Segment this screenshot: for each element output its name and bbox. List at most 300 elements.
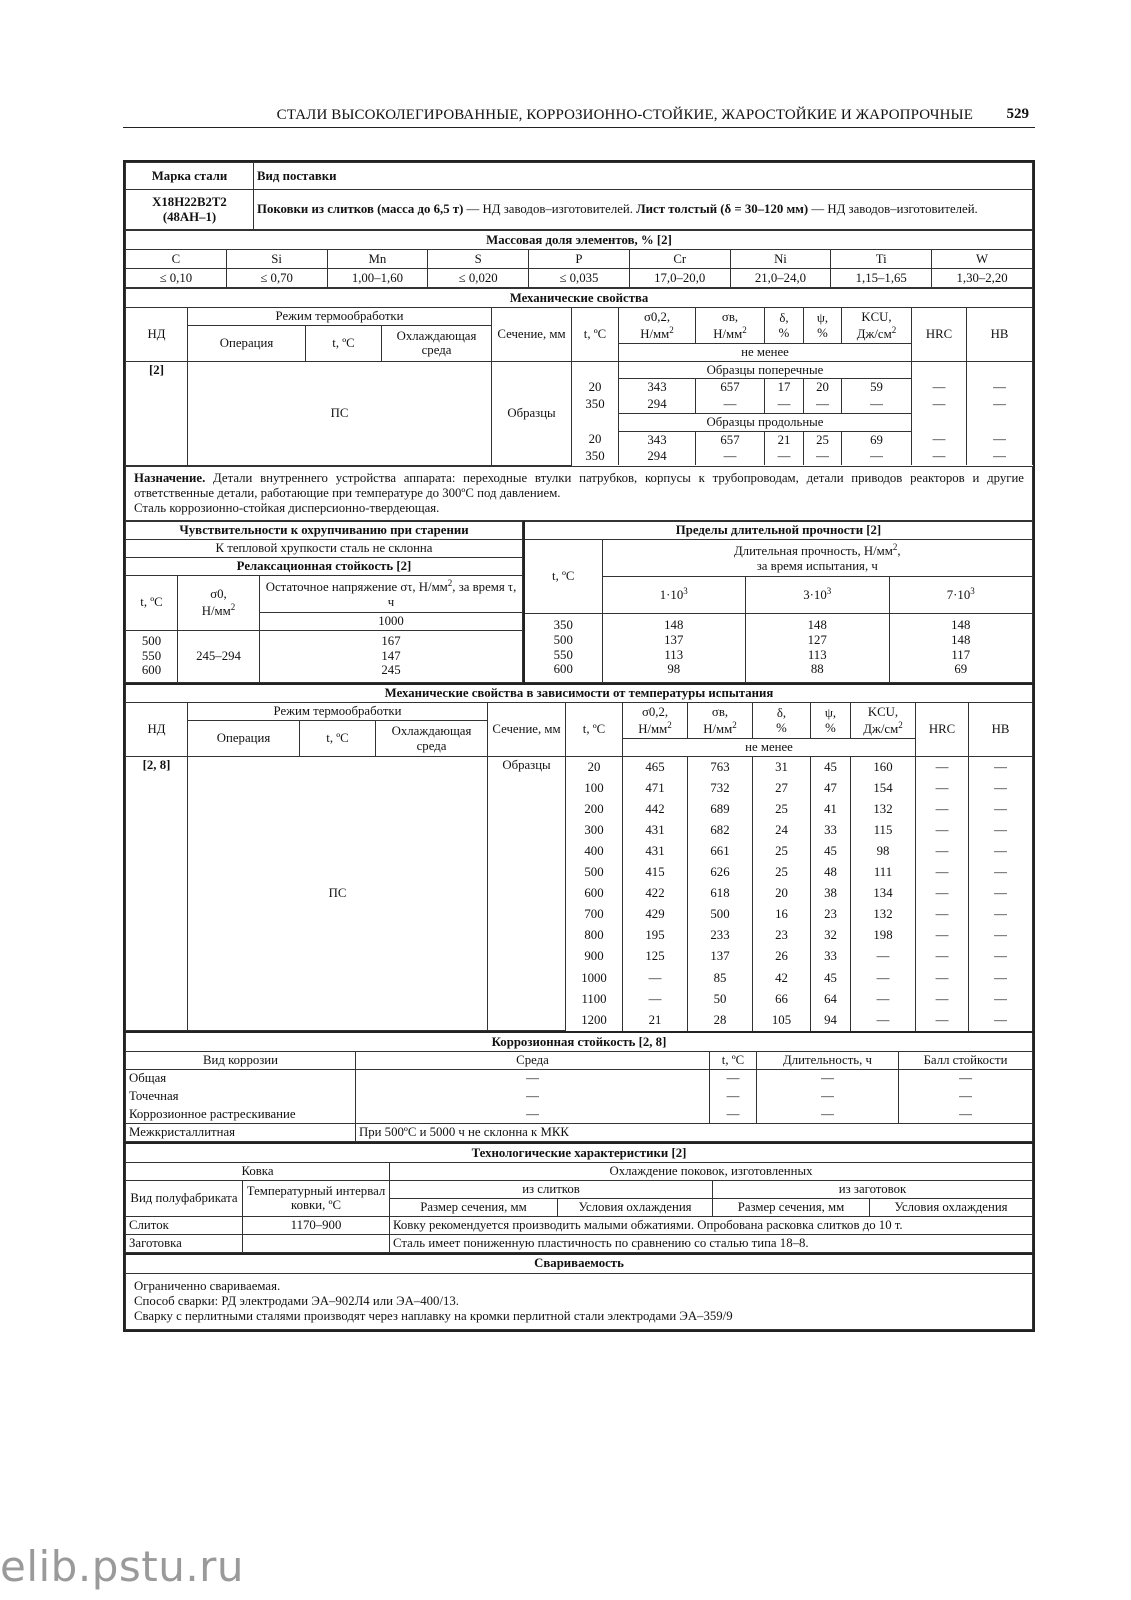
mech-value: — (623, 967, 688, 988)
element-symbol: W (932, 250, 1033, 269)
running-title: СТАЛИ ВЫСОКОЛЕГИРОВАННЫЕ, КОРРОЗИОННО-СТОЙКИЕ, ЖАРОСТОЙКИЕ И ЖАРОПРОЧНЫЕ (276, 107, 973, 123)
mech-value: — (916, 756, 969, 777)
relax-h-s0: σ0, $Н/мм^2$ (178, 575, 260, 630)
weld-text (126, 1274, 1033, 1330)
mt-nd: [2, 8] (126, 756, 188, 1030)
rupture-table (523, 521, 1033, 683)
tech-table (125, 1142, 1033, 1253)
corrosion-ic-text: При 500ºC и 5000 ч не склонна к МКК (356, 1123, 1033, 1141)
mech-value: 66 (753, 988, 811, 1009)
rupture-temps (524, 613, 602, 682)
rupture-value: 98 (667, 662, 681, 677)
mech-value: — (623, 988, 688, 1009)
mech-value: 134 (851, 883, 916, 904)
test-temp: 600 (566, 883, 623, 904)
mech-value: — (696, 396, 765, 413)
relax-residual-value: 245 (381, 663, 401, 678)
corrosion-value: — (899, 1105, 1033, 1123)
mech-value: 415 (623, 862, 688, 883)
mech-value: 21 (765, 431, 804, 448)
test-temp: 1100 (566, 988, 623, 1009)
mech-value: — (916, 862, 969, 883)
element-value: 17,0–20,0 (629, 269, 730, 288)
mech-value: 16 (753, 904, 811, 925)
rupture-h-str: Длительная прочность, $Н/мм^2$, за время испытания, ч (602, 539, 1033, 576)
mech-nd: [2] (126, 361, 188, 465)
element-value: ≤ 0,020 (428, 269, 529, 288)
mech-value: 41 (811, 799, 851, 820)
mech-value: 763 (688, 756, 753, 777)
mt-h-min: не менее (623, 739, 916, 757)
element-symbol: Si (226, 250, 327, 269)
mech-value: — (916, 967, 969, 988)
tech-h-cond-2: Условия охлаждения (870, 1198, 1033, 1216)
mech-value: — (765, 448, 804, 465)
element-value: 21,0–24,0 (730, 269, 831, 288)
corrosion-value: — (899, 1087, 1033, 1105)
corrosion-value: — (356, 1105, 710, 1123)
tech-h-billets: из заготовок (713, 1181, 1033, 1199)
rupture-value: 137 (664, 633, 684, 648)
grade-label: Марка стали (126, 163, 254, 190)
corrosion-header: Среда (356, 1051, 710, 1069)
mech-value: — (912, 448, 967, 465)
mech-value: 23 (753, 925, 811, 946)
mt-section: Образцы (488, 756, 566, 1030)
mech-value: 28 (688, 1010, 753, 1031)
test-temp: 300 (566, 820, 623, 841)
relax-title: Релаксационная стойкость [2] (126, 557, 523, 575)
weld-table (125, 1253, 1033, 1331)
corrosion-header: Длительность, ч (757, 1051, 899, 1069)
tech-h-size-1: Размер сечения, мм (390, 1198, 558, 1216)
mech-value: 59 (842, 379, 912, 396)
mech-value: 132 (851, 799, 916, 820)
test-temp: 20 (572, 379, 619, 396)
rupture-value: 88 (810, 662, 824, 677)
mt-h-t: t, ºC (300, 721, 376, 757)
label-longitudinal: Образцы продольные (619, 413, 912, 431)
tech-h-interval: Температурный интервал ковки, ºC (243, 1181, 390, 1216)
test-temp: 900 (566, 946, 623, 967)
mech-value: — (969, 946, 1033, 967)
mech-value: 98 (851, 841, 916, 862)
tech-note: Сталь имеет пониженную пластичность по сравнению со сталью типа 18–8. (390, 1234, 1033, 1252)
mech-value: 25 (753, 862, 811, 883)
corrosion-value: — (710, 1105, 757, 1123)
mech-value: — (969, 778, 1033, 799)
mech-value: 125 (623, 946, 688, 967)
rupture-value: 117 (951, 647, 971, 662)
aging-title: Чувствительности к охрупчиванию при старении (126, 521, 523, 539)
mech-value: 50 (688, 988, 753, 1009)
mech-value: — (916, 925, 969, 946)
mech-value: 422 (623, 883, 688, 904)
mech-value: 115 (851, 820, 916, 841)
element-value: ≤ 0,70 (226, 269, 327, 288)
rupture-value: 148 (951, 618, 971, 633)
tech-h-forging: Ковка (126, 1163, 390, 1181)
mech-title: Механические свойства (126, 289, 1033, 308)
mech-value: 657 (696, 379, 765, 396)
test-temp: 800 (566, 925, 623, 946)
mech-value: — (967, 431, 1033, 448)
relax-residual-value: 147 (381, 648, 401, 663)
mech-value: 294 (619, 396, 696, 413)
mech-value: 42 (753, 967, 811, 988)
rupture-value: 113 (664, 647, 684, 662)
rupture-temp: 350 (553, 618, 573, 633)
relax-temps (126, 630, 178, 682)
h-hrc: HRC (912, 308, 967, 362)
mech-value: 471 (623, 778, 688, 799)
grade-table (125, 162, 1033, 230)
mt-h-psi: ψ, % (811, 703, 851, 739)
element-value: 1,00–1,60 (327, 269, 428, 288)
relax-temp: 500 (141, 634, 162, 649)
relax-residual-value: 167 (381, 634, 401, 649)
mech-value: 500 (688, 904, 753, 925)
mech-value: — (916, 799, 969, 820)
mech-value: 20 (753, 883, 811, 904)
h-nd: НД (126, 308, 188, 362)
test-temp: 1000 (566, 967, 623, 988)
mech-value: — (969, 925, 1033, 946)
corrosion-value: — (710, 1069, 757, 1087)
mech-value: — (967, 379, 1033, 396)
mech-value: 32 (811, 925, 851, 946)
relax-residual (260, 630, 523, 682)
mech-value: 25 (753, 799, 811, 820)
element-symbol: P (529, 250, 630, 269)
mt-op: ПС (188, 756, 488, 1030)
h-temp: t, ºC (572, 308, 619, 362)
h-psi: ψ, % (804, 308, 842, 344)
element-value: ≤ 0,10 (126, 269, 227, 288)
element-symbol: Cr (629, 250, 730, 269)
rupture-time-exp: 3 (970, 586, 975, 597)
mech-value: — (842, 396, 912, 413)
mech-value: 20 (804, 379, 842, 396)
label-transverse: Образцы поперечные (619, 361, 912, 379)
h-cool: Охлаждающая среда (382, 326, 492, 362)
mech-value: 132 (851, 904, 916, 925)
mt-h-cool: Охлаждающая среда (376, 721, 488, 757)
mech-value: 465 (623, 756, 688, 777)
rupture-temp: 600 (553, 662, 573, 677)
mech-value: — (912, 431, 967, 448)
tech-kind: Заготовка (126, 1234, 243, 1252)
mt-h-hrc: HRC (916, 703, 969, 757)
mech-value: 33 (811, 946, 851, 967)
mech-value: 38 (811, 883, 851, 904)
rupture-time-base: 1·10 (659, 588, 684, 603)
steel-grade-name: Х18Н22В2Т2 (48АН–1) (126, 190, 254, 230)
mech-value: — (969, 862, 1033, 883)
mt-h-hb: HB (969, 703, 1033, 757)
mech-value: — (916, 778, 969, 799)
mech-value: — (969, 1010, 1033, 1031)
mt-h-sv: σв, $Н/мм^2$ (688, 703, 753, 739)
mech-value: 618 (688, 883, 753, 904)
tech-h-cooling: Охлаждение поковок, изготовленных (390, 1163, 1033, 1181)
h-op: Операция (188, 326, 306, 362)
element-value: ≤ 0,035 (529, 269, 630, 288)
rupture-time-base: 7·10 (946, 588, 971, 603)
test-temp: 350 (572, 448, 619, 465)
corrosion-header: t, ºC (710, 1051, 757, 1069)
tech-h-kind: Вид полуфабриката (126, 1181, 243, 1216)
rupture-temp: 550 (553, 647, 573, 662)
mech-value: — (851, 1010, 916, 1031)
rupture-value: 113 (807, 647, 827, 662)
page-header (123, 105, 1035, 128)
mech-value: — (912, 379, 967, 396)
test-temp: 350 (572, 396, 619, 413)
mech-value: 233 (688, 925, 753, 946)
element-symbol: Mn (327, 250, 428, 269)
mech-section: Образцы (492, 361, 572, 465)
mech-value: 45 (811, 841, 851, 862)
mech-value: — (969, 988, 1033, 1009)
mech-value: — (804, 396, 842, 413)
tech-h-size-2: Размер сечения, мм (713, 1198, 870, 1216)
rupture-time-exp: 3 (683, 586, 688, 597)
weld-line: Способ сварки: РД электродами ЭА–902Л4 или ЭА–400/13. (134, 1294, 459, 1309)
mech-value: — (967, 396, 1033, 413)
test-temp: 20 (572, 431, 619, 448)
rupture-time-header (602, 576, 746, 613)
h-min: не менее (619, 344, 912, 362)
corrosion-kind: Коррозионное растрескивание (126, 1105, 356, 1123)
tech-h-cond-1: Условия охлаждения (558, 1198, 713, 1216)
rupture-7e3 (889, 613, 1033, 682)
mech-value: 154 (851, 778, 916, 799)
mech-value: — (851, 967, 916, 988)
mech-value: 431 (623, 820, 688, 841)
corrosion-kind: Общая (126, 1069, 356, 1087)
tech-interval (243, 1234, 390, 1252)
mech-value: — (916, 820, 969, 841)
h-s02: σ0,2, $Н/мм^2$ (619, 308, 696, 344)
rupture-temp: 500 (553, 633, 573, 648)
test-temp: 100 (566, 778, 623, 799)
weld-line: Ограниченно свариваемая. (134, 1279, 281, 1294)
aging-rupture-block (125, 521, 1033, 683)
table-row (126, 756, 1033, 777)
corrosion-value: — (757, 1105, 899, 1123)
tech-h-ingots: из слитков (390, 1181, 713, 1199)
mt-h-s02: σ0,2, $Н/мм^2$ (623, 703, 688, 739)
mech-value: 657 (696, 431, 765, 448)
mech-value: 429 (623, 904, 688, 925)
mech-value: 26 (753, 946, 811, 967)
mech-value: — (696, 448, 765, 465)
h-kcu: KCU, $Дж/см^2$ (842, 308, 912, 344)
mt-h-mode: Режим термообработки (188, 703, 488, 721)
relax-temp: 600 (141, 663, 162, 678)
corrosion-value: — (899, 1069, 1033, 1087)
purpose-table (125, 466, 1033, 521)
h-sv: σв, $Н/мм^2$ (696, 308, 765, 344)
weld-line: Сварку с перлитными сталями производят через наплавку на кромки перлитной стали электродами ЭА–359/9 (134, 1308, 733, 1323)
mech-value: — (804, 448, 842, 465)
test-temp: 20 (566, 756, 623, 777)
mech-value: 31 (753, 756, 811, 777)
mech-value: 111 (851, 862, 916, 883)
mech-value: 689 (688, 799, 753, 820)
element-value: 1,30–2,20 (932, 269, 1033, 288)
rupture-time-header (889, 576, 1033, 613)
mech-value: — (916, 988, 969, 1009)
corrosion-value: — (757, 1087, 899, 1105)
rupture-1e3 (602, 613, 746, 682)
corrosion-title: Коррозионная стойкость [2, 8] (126, 1032, 1033, 1051)
mech-value: — (969, 967, 1033, 988)
mech-value: — (851, 988, 916, 1009)
mech-value: 105 (753, 1010, 811, 1031)
mech-value: 48 (811, 862, 851, 883)
mech-value: 23 (811, 904, 851, 925)
mech-value: — (969, 883, 1033, 904)
rupture-value: 127 (807, 633, 827, 648)
h-t: t, ºC (306, 326, 382, 362)
mech-value: — (916, 883, 969, 904)
tech-title: Технологические характеристики [2] (126, 1143, 1033, 1163)
mech-value: 682 (688, 820, 753, 841)
element-symbol: S (428, 250, 529, 269)
mech-value: — (969, 799, 1033, 820)
mech-value: — (967, 448, 1033, 465)
mech-value: — (912, 396, 967, 413)
mech-temp-table (125, 683, 1033, 1031)
mech-value: 47 (811, 778, 851, 799)
mech-value: 661 (688, 841, 753, 862)
rupture-h-t: t, ºC (524, 539, 602, 613)
corrosion-kind: Точечная (126, 1087, 356, 1105)
relax-h-t: t, ºC (126, 575, 178, 630)
relax-table (125, 521, 523, 683)
supply-label: Вид поставки (254, 163, 1033, 190)
relax-s0: 245–294 (178, 630, 260, 682)
h-section: Сечение, мм (492, 308, 572, 362)
rupture-title: Пределы длительной прочности [2] (524, 521, 1033, 539)
relax-temp: 550 (141, 648, 162, 663)
mech-value: — (969, 904, 1033, 925)
mech-value: 27 (753, 778, 811, 799)
composition-table (125, 230, 1033, 288)
mech-value: — (851, 946, 916, 967)
mech-value: 431 (623, 841, 688, 862)
mech-value: 64 (811, 988, 851, 1009)
element-symbol: C (126, 250, 227, 269)
rupture-value: 69 (954, 662, 968, 677)
mech-value: — (969, 756, 1033, 777)
test-temp: 500 (566, 862, 623, 883)
mech-value: — (916, 1010, 969, 1031)
mech-value: — (916, 946, 969, 967)
mech-value: 17 (765, 379, 804, 396)
composition-title: Массовая доля элементов, % [2] (126, 231, 1033, 250)
tech-interval: 1170–900 (243, 1216, 390, 1234)
aging-text: К тепловой хрупкости сталь не склонна (126, 539, 523, 557)
corrosion-header: Вид коррозии (126, 1051, 356, 1069)
mech-value: 45 (811, 967, 851, 988)
element-symbol: Ti (831, 250, 932, 269)
relax-h-time: 1000 (260, 612, 523, 630)
mech-value: — (765, 396, 804, 413)
rupture-value: 148 (807, 618, 827, 633)
weld-title: Свариваемость (126, 1254, 1033, 1274)
mech-value: 442 (623, 799, 688, 820)
test-temp: 700 (566, 904, 623, 925)
mech-value: 732 (688, 778, 753, 799)
mech-table (125, 288, 1033, 466)
tech-note: Ковку рекомендуется производить малыми обжатиями. Опробована расковка слитков до 10 т. (390, 1216, 1033, 1234)
rupture-value: 148 (951, 633, 971, 648)
mech-value: 21 (623, 1010, 688, 1031)
mech-value: 294 (619, 448, 696, 465)
element-symbol: Ni (730, 250, 831, 269)
mt-h-op: Операция (188, 721, 300, 757)
steel-datasheet (123, 160, 1035, 1332)
test-temp: 1200 (566, 1010, 623, 1031)
corrosion-value: — (710, 1087, 757, 1105)
page-number: 529 (1006, 106, 1029, 122)
mt-h-temp: t, ºC (566, 703, 623, 757)
mt-h-nd: НД (126, 703, 188, 757)
mech-value: 137 (688, 946, 753, 967)
mech-value: 25 (804, 431, 842, 448)
rupture-time-exp: 3 (826, 586, 832, 597)
test-temp: 200 (566, 799, 623, 820)
mech-value: 85 (688, 967, 753, 988)
mech-value: 195 (623, 925, 688, 946)
supply-text: Поковки из слитков (масса до 6,5 т) — НД заводов–изготовителей. Лист толстый (δ = 30–120 мм) — НД заводов–изготовителей. (254, 190, 1033, 230)
mech-value: — (916, 841, 969, 862)
element-value: 1,15–1,65 (831, 269, 932, 288)
mech-value: 626 (688, 862, 753, 883)
rupture-3e3 (746, 613, 890, 682)
mech-value: 33 (811, 820, 851, 841)
rupture-value: 148 (664, 618, 684, 633)
mech-value: 160 (851, 756, 916, 777)
mech-value: — (969, 841, 1033, 862)
mech-op: ПС (188, 361, 492, 465)
mech-value: 198 (851, 925, 916, 946)
mech-value: 343 (619, 431, 696, 448)
mech-value: 94 (811, 1010, 851, 1031)
rupture-time-header (746, 576, 890, 613)
h-delta: δ, % (765, 308, 804, 344)
corrosion-ic-label: Межкристаллитная (126, 1123, 356, 1141)
purpose: Назначение. Детали внутреннего устройства аппарата: переходные втулки патрубков, корпусы к трубопроводам, детали приводов реакторов и другие ответственные детали, работающие при температуре до 300ºC под давлением. Сталь коррозионно-стойкая дисперсионно-твердеющая. (126, 466, 1033, 520)
mech-value: — (969, 820, 1033, 841)
corrosion-value: — (757, 1069, 899, 1087)
corrosion-table (125, 1031, 1033, 1142)
mt-h-delta: δ, % (753, 703, 811, 739)
mech-value: 343 (619, 379, 696, 396)
watermark: elib.pstu.ru (0, 1542, 245, 1591)
rupture-time-base: 3·10 (803, 588, 827, 603)
test-temp: 400 (566, 841, 623, 862)
mech-value: — (842, 448, 912, 465)
mt-h-section: Сечение, мм (488, 703, 566, 757)
h-hb: HB (967, 308, 1033, 362)
corrosion-value: — (356, 1069, 710, 1087)
mech-temp-title: Механические свойства в зависимости от температуры испытания (126, 684, 1033, 703)
tech-kind: Слиток (126, 1216, 243, 1234)
